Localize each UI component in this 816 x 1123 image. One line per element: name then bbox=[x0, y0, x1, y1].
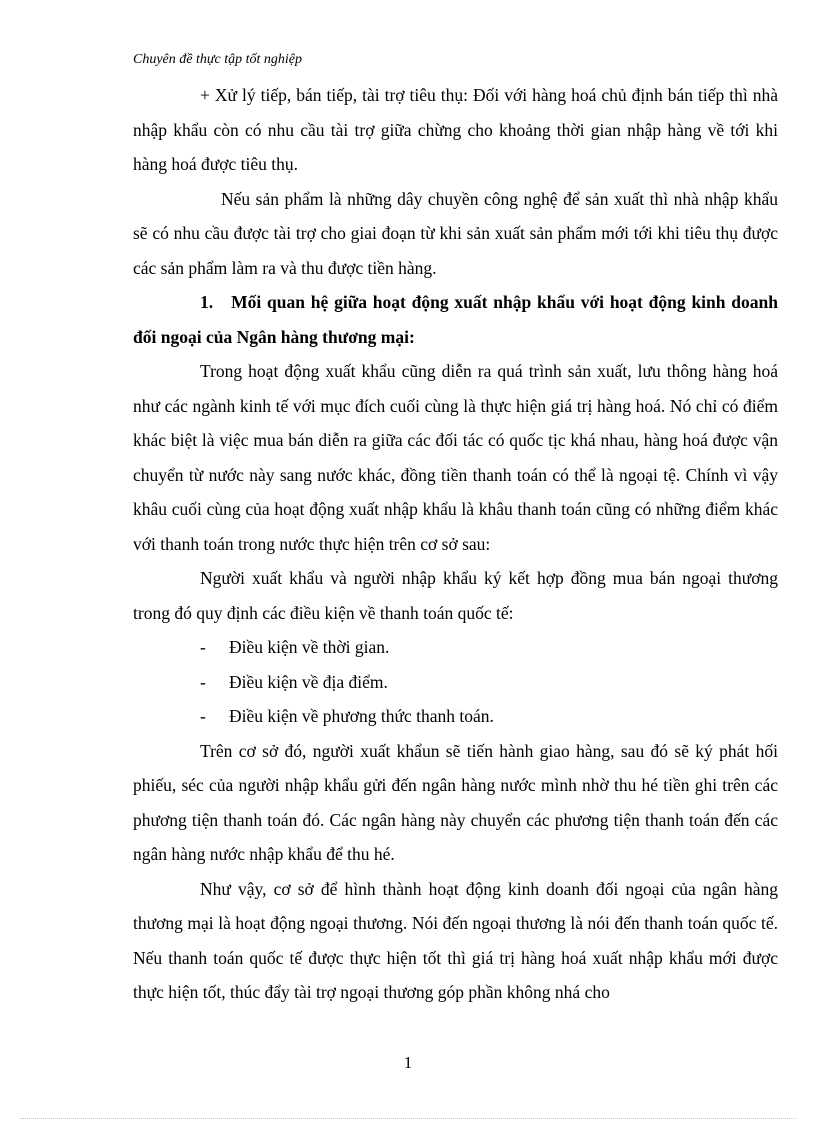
paragraph-delivery-collection: Trên cơ sở đó, người xuất khẩun sẽ tiến hành giao hàng, sau đó sẽ ký phát hối phiếu, séc của người nhập khẩu gửi đến ngân hàng nước mình nhờ thu hé tiền ghi trên các phương tiện thanh toán đó. Các ngân hàng này chuyển các phương tiện thanh toán đến các ngân hàng nước nhập khẩu để thu hé. bbox=[133, 740, 778, 864]
paragraph-contract-conditions: Người xuất khẩu và người nhập khẩu ký kết hợp đồng mua bán ngoại thương trong đó quy định các điều kiện về thanh toán quốc tế: bbox=[133, 568, 778, 623]
list-item-text: Điều kiện về phương thức thanh toán. bbox=[229, 706, 494, 726]
paragraph-conclusion: Như vậy, cơ sở để hình thành hoạt động kinh doanh đối ngoại của ngân hàng thương mại là hoạt động ngoại thương. Nói đến ngoại thương là nói đến thanh toán quốc tế. Nếu thanh toán quốc tế được thực hiện tốt thì giá trị hàng hoá xuất nhập khẩu mới được thực hiện tốt, thúc đẩy tài trợ ngoại thương góp phần không nhá cho bbox=[133, 878, 778, 1002]
list-item bbox=[133, 665, 778, 700]
paragraph-financing-resale: + Xử lý tiếp, bán tiếp, tài trợ tiêu thụ: Đối với hàng hoá chủ định bán tiếp thì nhà nhập khẩu còn có nhu cầu tài trợ giữa chừng cho khoảng thời gian nhập hàng về tới khi hàng hoá được tiêu thụ. bbox=[133, 85, 778, 174]
section-title: Mối quan hệ giữa hoạt động xuất nhập khẩu với hoạt động kinh doanh đối ngoại của Ngân hàng thương mại: bbox=[133, 292, 778, 347]
paragraph-export-process: Trong hoạt động xuất khẩu cũng diễn ra quá trình sản xuất, lưu thông hàng hoá như các ngành kinh tế với mục đích cuối cùng là thực hiện giá trị hàng hoá. Nó chỉ có điểm khác biệt là việc mua bán diễn ra giữa các đối tác có quốc tịc khá nhau, hàng hoá được vận chuyển từ nước này sang nước khác, đồng tiền thanh toán có thể là ngoại tệ. Chính vì vậy khâu cuối cùng của hoạt động xuất nhập khẩu là khâu thanh toán cũng có những điểm khác với thanh toán trong nước thực hiện trên cơ sở sau: bbox=[133, 361, 778, 554]
document-body bbox=[133, 78, 778, 1010]
bullet-marker: - bbox=[200, 637, 206, 657]
page-number: 1 bbox=[403, 1053, 413, 1072]
list-item-text: Điều kiện về địa điểm. bbox=[229, 671, 388, 692]
bullet-marker: - bbox=[200, 671, 206, 692]
list-item bbox=[133, 630, 778, 665]
list-item bbox=[133, 699, 778, 734]
paragraph-technology-lines: Nếu sản phẩm là những dây chuyền công nghệ để sản xuất thì nhà nhập khẩu sẽ có nhu cầu được tài trợ cho giai đoạn từ khi sản xuất sản phẩm mới tới khi tiêu thụ được các sản phẩm làm ra và thu được tiền hàng. bbox=[133, 188, 778, 278]
section-number: 1. bbox=[200, 292, 214, 312]
running-header: Chuyên đề thực tập tốt nghiệp bbox=[133, 52, 302, 67]
section-heading bbox=[133, 285, 778, 354]
bullet-marker: - bbox=[200, 706, 206, 726]
list-item-text: Điều kiện về thời gian. bbox=[229, 637, 390, 657]
footer-divider bbox=[20, 1118, 796, 1119]
